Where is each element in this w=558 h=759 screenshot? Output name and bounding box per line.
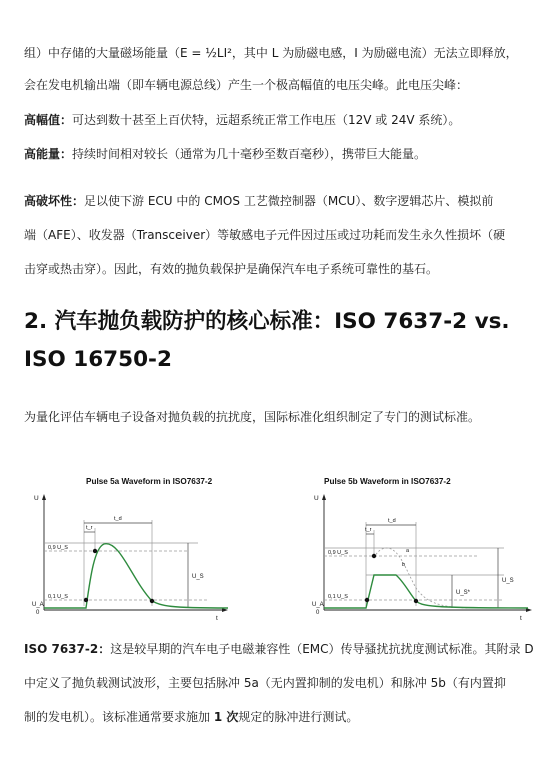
u-axis-label: U [34,495,39,502]
section-heading-line-2: ISO 16750-2 [24,347,172,372]
unclamped-pulse-outline [374,548,468,608]
level-01-label: 0,1 U_S [48,594,68,600]
u-axis-arrow [322,494,326,500]
zero-label: 0 [316,610,320,616]
iso7637-line-3-bold: 1 次 [213,710,239,724]
u-axis-arrow [42,494,46,500]
feature-high-energy [24,145,544,163]
feature-label: 高幅值： [24,113,73,127]
iso7637-line-3-post: 规定的脉冲进行测试。 [238,710,359,724]
tr-label: t_r [86,525,93,531]
iso7637-line-1 [24,640,544,658]
td-label: t_d [114,516,122,522]
figure-title: Pulse 5b Waveform in ISO7637-2 [324,477,451,486]
marker-01-rise [84,598,88,602]
iso7637-label: ISO 7637-2： [24,642,111,656]
intro-line-1: 组）中存储的大量磁场能量（E = ½LI²，其中 L 为励磁电感，I 为励磁电流）无法立即释放， [24,46,518,60]
marker-b-label: b [402,562,406,568]
td-label: t_d [388,518,396,524]
iso7637-text: 这是较早期的汽车电子电磁兼容性（EMC）传导骚扰抗扰度测试标准。其附录 D [110,642,534,656]
ua-label: U_A [312,602,324,608]
marker-01-fall [150,599,154,603]
feature-high-amplitude [24,111,544,129]
us-label: U_S [502,578,514,584]
destructive-label: 高破坏性： [24,194,85,208]
us-label: U_S [192,574,204,580]
section-intro: 为量化评估车辆电子设备对抛负载的抗扰度，国际标准化组织制定了专门的测试标准。 [24,410,481,424]
iso7637-line-3 [24,708,544,726]
feature-text: 可达到数十甚至上百伏特，远超系统正常工作电压（12V 或 24V 系统）。 [72,113,461,127]
t-axis-label: t [216,615,218,622]
level-09-label: 0,9 U_S [328,550,348,556]
marker-09-rise [93,549,97,553]
us-star-label: U_S* [456,590,471,596]
marker-01-rise [365,598,369,602]
destructive-line-1 [24,192,544,210]
destructive-text: 足以使下游 ECU 中的 CMOS 工艺微控制器（MCU）、数字逻辑芯片、模拟前 [84,194,494,208]
marker-01-fall [414,599,418,603]
destructive-line-3: 击穿或热击穿）。因此，有效的抛负载保护是确保汽车电子系统可靠性的基石。 [24,262,439,276]
feature-label: 高能量： [24,147,73,161]
marker-a-label: a [406,548,410,554]
iso7637-line-3-pre: 制的发电机）。该标准通常要求施加 [24,710,214,724]
tr-label: t_r [365,527,372,533]
iso7637-line-2: 中定义了抛负载测试波形，主要包括脉冲 5a（无内置抑制的发电机）和脉冲 5b（有内置抑 [24,676,506,690]
intro-line-2: 会在发电机输出端（即车辆电源总线）产生一个极高幅值的电压尖峰。此电压尖峰： [24,78,469,92]
ua-label: U_A [32,602,44,608]
section-heading-line-1: 2. 汽车抛负载防护的核心标准：ISO 7637-2 vs. [24,309,510,334]
marker-09-rise [372,554,376,558]
t-axis-label: t [520,615,522,622]
level-09-label: 0,9 U_S [48,545,68,551]
zero-label: 0 [36,610,40,616]
figure-pulse-5b [308,470,540,630]
destructive-line-2: 端（AFE）、收发器（Transceiver）等敏感电子元件因过压或过功耗而发生永久性损坏（硬 [24,228,506,242]
u-axis-label: U [314,495,319,502]
pulse-5b-waveform [324,575,528,608]
figure-pulse-5a [28,470,244,630]
feature-text: 持续时间相对较长（通常为几十毫秒至数百毫秒），携带巨大能量。 [72,147,427,161]
level-01-label: 0,1 U_S [328,594,348,600]
figure-title: Pulse 5a Waveform in ISO7637-2 [86,477,213,486]
